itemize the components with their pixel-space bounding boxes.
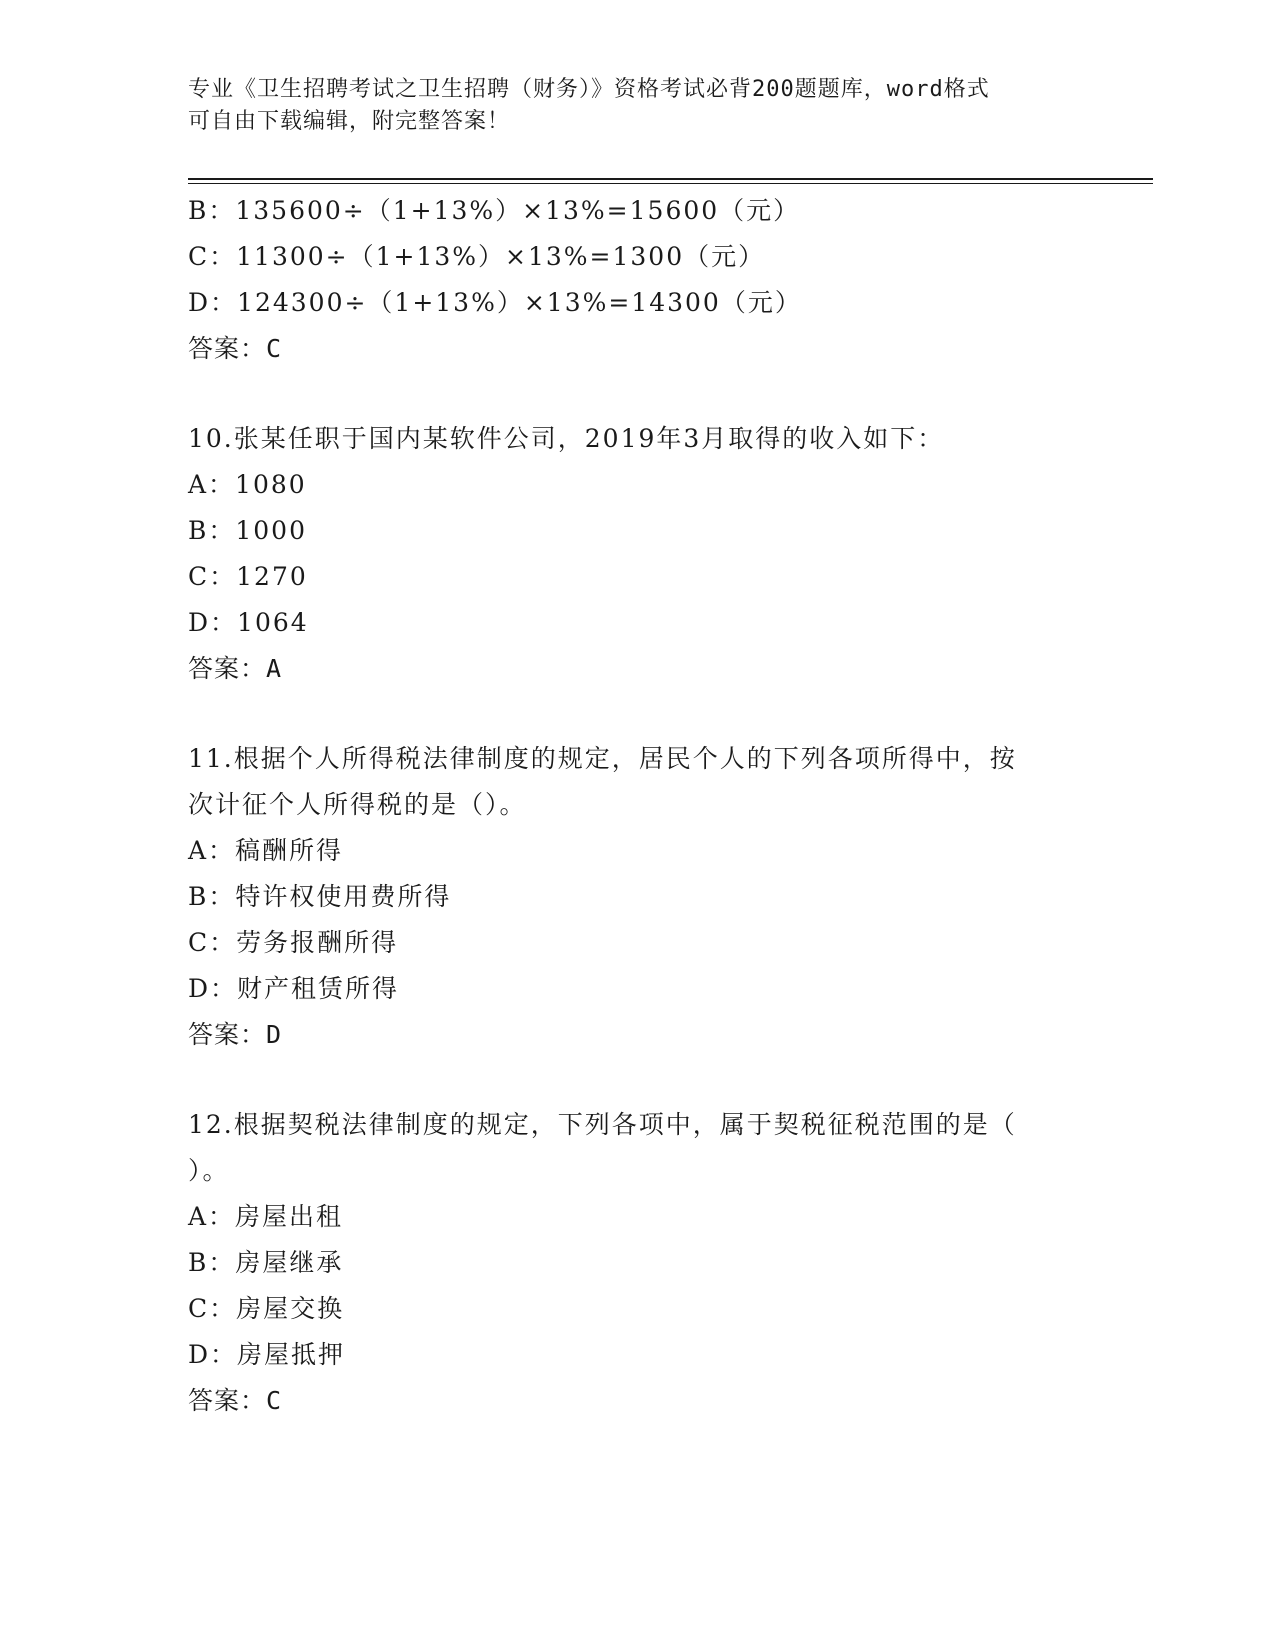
question-12: [188, 1102, 1088, 1424]
option-a: A：1080: [188, 470, 307, 499]
option-d: D：房屋抵押: [188, 1340, 346, 1369]
option-d: D：1064: [188, 608, 309, 637]
option-b: B：特许权使用费所得: [188, 882, 452, 911]
option-b: B：135600÷（1+13%）×13%=15600（元）: [188, 196, 801, 225]
header-divider-thin: [188, 183, 1153, 184]
option-b: B：1000: [188, 516, 307, 545]
option-a: A：房屋出租: [188, 1202, 344, 1231]
question-stem: 10.张某任职于国内某软件公司，2019年3月取得的收入如下：: [188, 424, 945, 453]
question-stem-line-1: 12.根据契税法律制度的规定，下列各项中，属于契税征税范围的是（: [188, 1110, 1017, 1139]
answer-line: 答案：A: [188, 654, 283, 683]
option-c: C：11300÷（1+13%）×13%=1300（元）: [188, 242, 766, 271]
question-9-tail: [188, 188, 1088, 372]
header-line-2: 可自由下载编辑，附完整答案！: [188, 109, 511, 134]
answer-line: 答案：C: [188, 334, 283, 363]
question-stem-line-1: 11.根据个人所得税法律制度的规定，居民个人的下列各项所得中，按: [188, 744, 1017, 773]
option-c: C：1270: [188, 562, 308, 591]
question-list: [188, 188, 1088, 1424]
option-a: A：稿酬所得: [188, 836, 344, 865]
option-d: D：124300÷（1+13%）×13%=14300（元）: [188, 288, 802, 317]
option-d: D：财产租赁所得: [188, 974, 400, 1003]
question-10: [188, 416, 1088, 692]
header-divider-thick: [188, 178, 1153, 180]
answer-line: 答案：C: [188, 1386, 283, 1415]
option-c: C：劳务报酬所得: [188, 928, 399, 957]
option-b: B：房屋继承: [188, 1248, 344, 1277]
answer-line: 答案：D: [188, 1020, 283, 1049]
document-header: [188, 74, 1068, 138]
question-11: [188, 736, 1088, 1058]
question-stem-line-2: 次计征个人所得税的是（）。: [188, 790, 527, 819]
question-stem-line-2: ）。: [188, 1156, 230, 1185]
header-line-1: 专业《卫生招聘考试之卫生招聘（财务）》资格考试必背200题题库，word格式: [188, 77, 990, 102]
option-c: C：房屋交换: [188, 1294, 345, 1323]
